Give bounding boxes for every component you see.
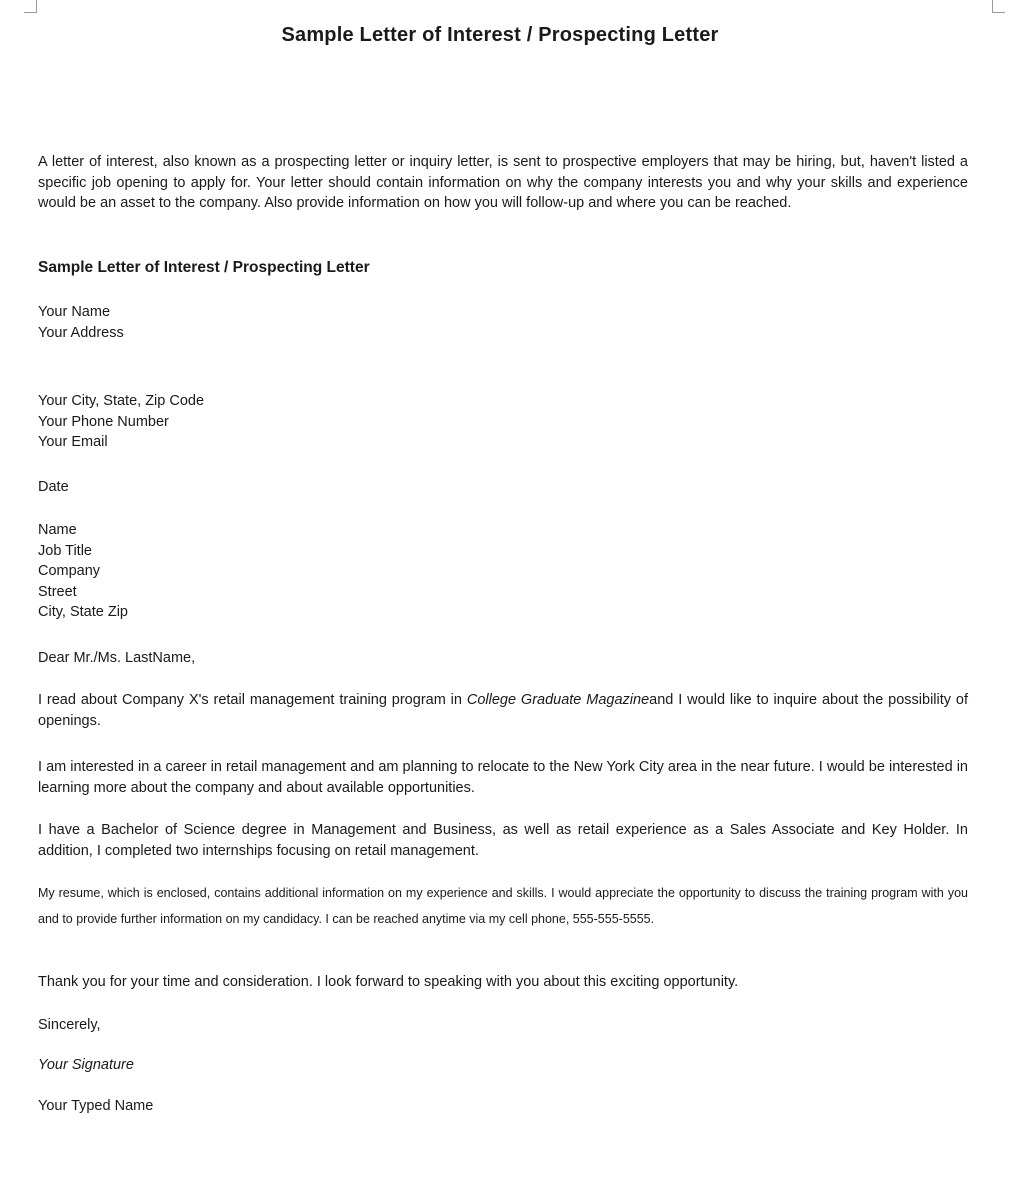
crop-mark-top-right (992, 0, 1005, 13)
letter-date: Date (38, 479, 69, 495)
document-title: Sample Letter of Interest / Prospecting Letter (281, 24, 719, 46)
recipient-street: Street (38, 583, 77, 600)
paragraph-2: I am interested in a career in retail management and am planning to relocate to the New York City area in the near future. I would be interested in learning more about the company and about available opportunities. (38, 759, 968, 796)
sender-block-bottom (38, 391, 968, 453)
intro-paragraph: A letter of interest, also known as a prospecting letter or inquiry letter, is sent to prospective employers that may be hiring, but, haven't listed a specific job opening to apply for. Your letter should contain information on why the company interests you and why your skills and experience would be an asset to the company. Also provide information on how you will follow-up and where you can be reached. (38, 154, 968, 211)
recipient-job-title: Job Title (38, 542, 92, 559)
sender-email: Your Email (38, 434, 108, 450)
sender-city-state-zip: Your City, State, Zip Code (38, 393, 205, 409)
recipient-block (38, 520, 968, 623)
paragraph-4: My resume, which is enclosed, contains additional information on my experience and skills. I would appreciate the opportunity to discuss the training program with you and to provide further information on my candidacy. I can be reached anytime via my cell phone, 555-555-5555. (38, 886, 968, 926)
paragraph-1 (38, 690, 968, 731)
signature: Your Signature (38, 1057, 134, 1073)
crop-mark-top-left (24, 0, 37, 13)
paragraph-1-before: I read about Company X's retail management training program in (38, 692, 467, 708)
sender-phone: Your Phone Number (38, 413, 169, 430)
closing: Sincerely, (38, 1017, 101, 1033)
typed-name: Your Typed Name (38, 1098, 154, 1114)
publication-name: College Graduate Magazine (466, 692, 650, 708)
paragraph-5: Thank you for your time and consideration. I look forward to speaking with you about this exciting opportunity. (38, 974, 739, 990)
recipient-city-state-zip: City, State Zip (38, 604, 128, 620)
sender-block-top (38, 302, 968, 343)
paragraph-3: I have a Bachelor of Science degree in Management and Business, as well as retail experience as a Sales Associate and Key Holder. In addition, I completed two internships focusing on retail management. (38, 822, 968, 859)
salutation: Dear Mr./Ms. LastName, (38, 650, 196, 666)
sender-name: Your Name (38, 304, 111, 320)
sender-address: Your Address (38, 324, 124, 341)
recipient-name: Name (38, 522, 77, 538)
sample-heading: Sample Letter of Interest / Prospecting Letter (38, 259, 370, 276)
recipient-company: Company (38, 563, 101, 579)
paragraph-1-after: and I would like to inquire about the possibility of openings. (38, 692, 968, 729)
